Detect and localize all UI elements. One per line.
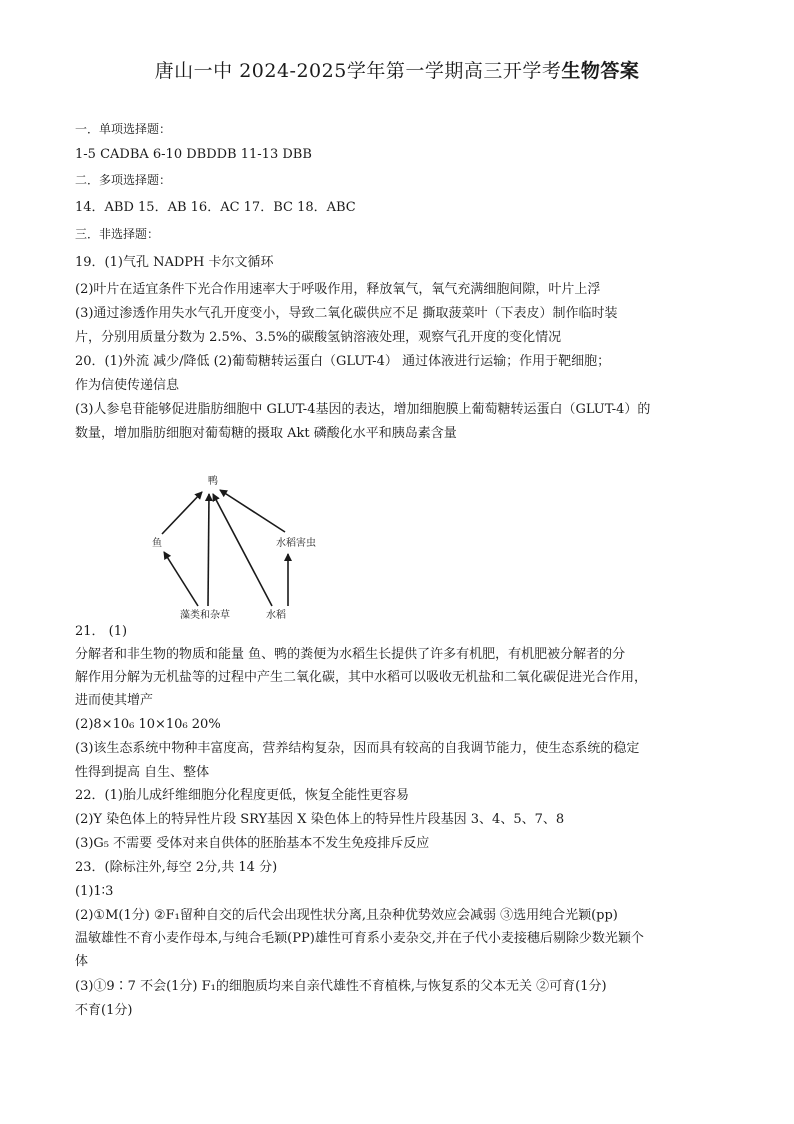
answers-single-choice: 1-5 CADBA 6-10 DBDDB 11-13 DBB	[75, 147, 312, 162]
title-subject: 生物答案	[561, 60, 640, 82]
q21-line-1: 21． (1)	[75, 624, 128, 639]
answers-multi-choice: 14．ABD 15．AB 16．AC 17．BC 18．ABC	[75, 200, 356, 215]
q23-line-6: (3)①9∶7 不会(1分) F₁的细胞质均来自亲代雄性不育植株,与恢复系的父本无关 ②可育(1分)	[75, 979, 607, 994]
q21-line-2: 分解者和非生物的物质和能量 鱼、鸭的粪便为水稻生长提供了许多有机肥，有机肥被分解者的分	[75, 647, 626, 662]
q23-line-2: (1)1∶3	[75, 884, 114, 899]
q23-line-4: 温敏雄性不育小麦作母本,与纯合毛颖(PP)雄性可育系小麦杂交,并在子代小麦接穗后剔除少数光颖个	[75, 931, 644, 946]
food-web-diagram	[140, 466, 340, 626]
section-non-choice: 三．非选择题：	[75, 227, 160, 241]
q20-line-2: 作为信使传递信息	[75, 378, 180, 393]
arrow-algae-to-duck	[208, 494, 209, 606]
q20-line-4: 数量，增加脂肪细胞对葡萄糖的摄取 Akt 磷酸化水平和胰岛素含量	[75, 426, 457, 441]
q21-line-3: 解作用分解为无机盐等的过程中产生二氧化碳，其中水稻可以吸收无机盐和二氧化碳促进光合作用，	[75, 670, 648, 685]
q23-line-3: (2)①M(1分) ②F₁留种自交的后代会出现性状分离,且杂种优势效应会减弱 ③选用纯合光颖(pp)	[75, 908, 618, 923]
q22-line-3: (3)G₅ 不需要 受体对来自供体的胚胎基本不发生免疫排斥反应	[75, 836, 430, 851]
q21-line-4: 进而使其增产	[75, 693, 154, 708]
q20-line-1: 20．(1)外流 减少/降低 (2)葡萄糖转运蛋白（GLUT-4） 通过体液进行运输；作用于靶细胞；	[75, 354, 611, 369]
q22-line-1: 22．(1)胎儿成纤维细胞分化程度更低，恢复全能性更容易	[75, 788, 409, 803]
node-algae-weeds: 藻类和杂草	[180, 610, 230, 621]
q19-line-2: (2)叶片在适宜条件下光合作用速率大于呼吸作用，释放氧气，氧气充满细胞间隙，叶片上浮	[75, 282, 601, 297]
section-single-choice: 一．单项选择题：	[75, 122, 172, 136]
q23-line-5: 体	[75, 954, 89, 969]
q19-line-1: 19．(1)气孔 NADPH 卡尔文循环	[75, 255, 274, 270]
q19-line-3: (3)通过渗透作用失水气孔开度变小，导致二氧化碳供应不足 撕取菠菜叶（下表皮）制作临时装	[75, 306, 618, 321]
q22-line-2: (2)Y 染色体上的特异性片段 SRY基因 X 染色体上的特异性片段基因 3、4、5、7、8	[75, 812, 565, 827]
arrow-fish-to-duck	[162, 492, 202, 534]
q23-line-1: 23．(除标注外,每空 2分,共 14 分)	[75, 860, 278, 875]
q20-line-3: (3)人参皂苷能够促进脂肪细胞中 GLUT-4基因的表达，增加细胞膜上葡萄糖转运蛋白（GLUT-4）的	[75, 402, 651, 417]
node-fish: 鱼	[152, 538, 162, 549]
q23-line-7: 不育(1分)	[75, 1003, 133, 1018]
title-prefix: 唐山一中 2024-2025学年第一学期高三开学考	[154, 60, 562, 82]
node-duck: 鸭	[208, 476, 218, 487]
q21-line-6: (3)该生态系统中物种丰富度高，营养结构复杂，因而具有较高的自我调节能力，使生态系统的稳定	[75, 741, 640, 756]
q21-line-7: 性得到提高 自生、整体	[75, 765, 210, 780]
arrow-algae-to-fish	[164, 552, 198, 606]
section-multi-choice: 二．多项选择题：	[75, 173, 172, 187]
page-title	[0, 56, 794, 83]
node-rice-pest: 水稻害虫	[276, 538, 316, 549]
node-rice: 水稻	[266, 610, 286, 621]
q21-line-5: (2)8×10₆ 10×10₆ 20%	[75, 717, 221, 732]
arrow-rice-to-duck	[213, 494, 272, 606]
q19-line-4: 片，分别用质量分数为 2.5%、3.5%的碳酸氢钠溶液处理，观察气孔开度的变化情况	[75, 330, 562, 345]
